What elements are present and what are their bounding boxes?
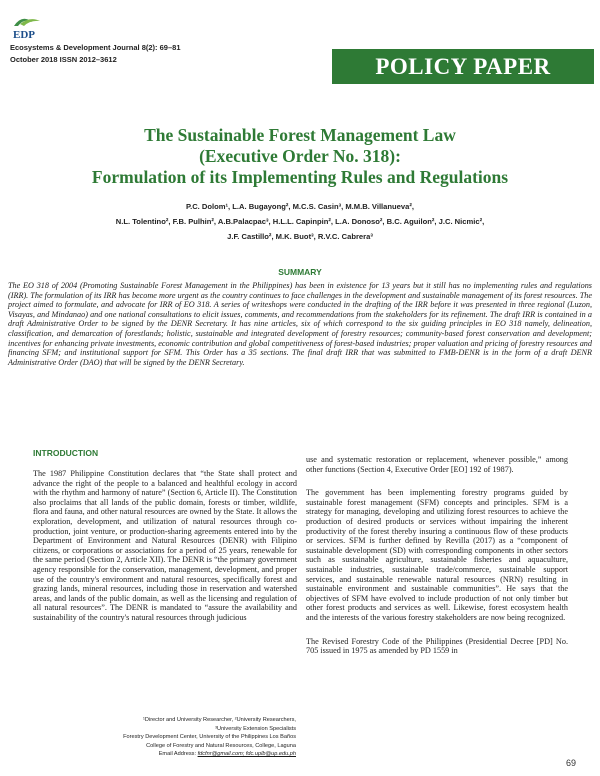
policy-paper-banner: POLICY PAPER <box>332 49 594 84</box>
summary-text: The EO 318 of 2004 (Promoting Sustainable Forest Management in the Philippines) has been in existence for 13 years but it still has no implementing rules and regulations (IRR). The formulation of its IRR has become more urgent as the country continues to face challenges in the development and sustainable management of its forest resources. The project aimed to formulate, and advocate for IRR of EO 318. A series of writeshops were conducted in the drafting of the IRR before it was presented in three regional (Luzon, Visayas, and Mindanao) and one national consultations to elicit issues, comments, and recommendations from the stakeholders for its refinement. The draft IRR is contained in a draft Administrative Order to be signed by the DENR Secretary. It has nine articles, six of which correspond to the six guiding principles in EO 318 namely, delineation, classification, and demarcation of forestlands; holistic, sustainable and integrated development of forestry resources; community-based forest conservation and development; incentives for enhancing private investments, economic contribution and global competitiveness of forest-based industries; proper valuation and pricing of forestry resources and financing SFM; and institutional support for SFM. This Order has a 35 sections. The final draft IRR that was submitted to FMB-DENR is in the form of a draft DENR Administrative Order (DAO) that will be signed by the DENR Secretary. <box>8 281 592 367</box>
paragraph: The government has been implementing forestry programs guided by sustainable forest management (SFM) concepts and principles. SFM is a strategy for managing, developing and utilizing forest resources to achieve the production of desired products or services without impairing the inherent productivity of the forest thereby insuring a continuous flow of these products or services. SFM is further defined by Revilla (2017) as a “component of sustainable development (SD) with corresponding components in other sectors such as sustainable agriculture, sustainable fisheries and aquaculture, sustainable industries, sustainable trade/commerce, sustainable support services, and sustainable renewable natural resources (NRN) resulting in sustainable environment and sustainable communities”. He says that the objectives of SFM have evolved to include production of not only timber but other forest products and services as well. Likewise, forest ecosystem health and the interests of the various forestry stakeholders are now being recognized. <box>306 488 568 622</box>
affiliation-line-1: ¹Director and University Researcher, ²University Researchers, <box>143 717 296 723</box>
body-column-left <box>33 469 297 632</box>
body-column-right <box>306 455 568 665</box>
title-line-3: Formulation of its Implementing Rules and Regulations <box>91 167 509 187</box>
page-number: 69 <box>566 758 577 768</box>
email-link[interactable]: fdcfnr@gmail.com; fdc.uplb@up.edu.ph <box>197 751 296 758</box>
logo-text: EDP <box>13 29 35 41</box>
affiliation-line-4: College of Forestry and Natural Resources, College, Laguna <box>146 742 296 749</box>
title-line-1: The Sustainable Forest Management Law <box>144 125 456 145</box>
affiliation-line-2: ³University Extension Specialists <box>215 725 296 732</box>
affiliation-line-3: Forestry Development Center, University of the Philippines Los Baños <box>123 734 296 741</box>
authors-line-3: J.F. Castillo², M.K. Buot³, R.V.C. Cabrera³ <box>227 232 373 241</box>
journal-citation <box>10 42 181 66</box>
affiliations-footnote <box>60 716 296 759</box>
summary-heading: SUMMARY <box>278 267 322 277</box>
paragraph: use and systematic restoration or replacement, whenever possible,” among other functions (Section 4, Executive Order [EO] 192 of 1987). <box>306 455 568 474</box>
authors-line-1: P.C. Dolom¹, L.A. Bugayong², M.C.S. Casin³, M.M.B. Villanueva², <box>186 202 414 211</box>
paper-title <box>20 125 580 188</box>
email-line <box>60 750 296 759</box>
email-label: Email Address: <box>158 751 198 758</box>
author-list <box>20 199 580 244</box>
paragraph: The 1987 Philippine Constitution declares that “the State shall protect and advance the right of the people to a balanced and healthful ecology in accord with the rhythm and harmony of nature” (Section 6, Article II). The Constitution also proclaims that all lands of the public domain, forests or timber, wildlife, flora and fauna, and other natural resources are owned by the State. It allows the exploration, development, and utilization of natural resources through co-production, joint venture, or production-sharing agreements entered into by the Department of Environment and Natural Resources (DENR) with Filipino citizens, or corporations or associations for a period of 25 years, renewable for the same period (Section 2, Article XII). The DENR is “the primary government agency responsible for the conservation, management, development, and proper use of the country's environment and natural resources, specifically forest and grazing lands, mineral resources, including those in reservation and watershed areas, and lands of the public domain, as well as the licensing and regulation of all natural resources”. The DENR is mandated to “assure the availability and sustainability of the country's natural resources through judicious <box>33 469 297 622</box>
journal-name: Ecosystems & Development Journal 8(2): 69–81 <box>10 43 181 52</box>
authors-line-2: N.L. Tolentino², F.B. Pulhin², A.B.Palacpac³, H.L.L. Capinpin², L.A. Donoso², B.C. Aguilon², J.C. Nicmic², <box>115 217 485 226</box>
introduction-heading: INTRODUCTION <box>33 448 99 458</box>
journal-issue: October 2018 ISSN 2012–3612 <box>10 55 117 64</box>
journal-logo-icon <box>10 12 50 42</box>
paragraph: The Revised Forestry Code of the Philippines (Presidential Decree [PD] No. 705 issued in 1975 as amended by PD 1559 in <box>306 636 568 656</box>
title-line-2: (Executive Order No. 318): <box>199 146 401 166</box>
